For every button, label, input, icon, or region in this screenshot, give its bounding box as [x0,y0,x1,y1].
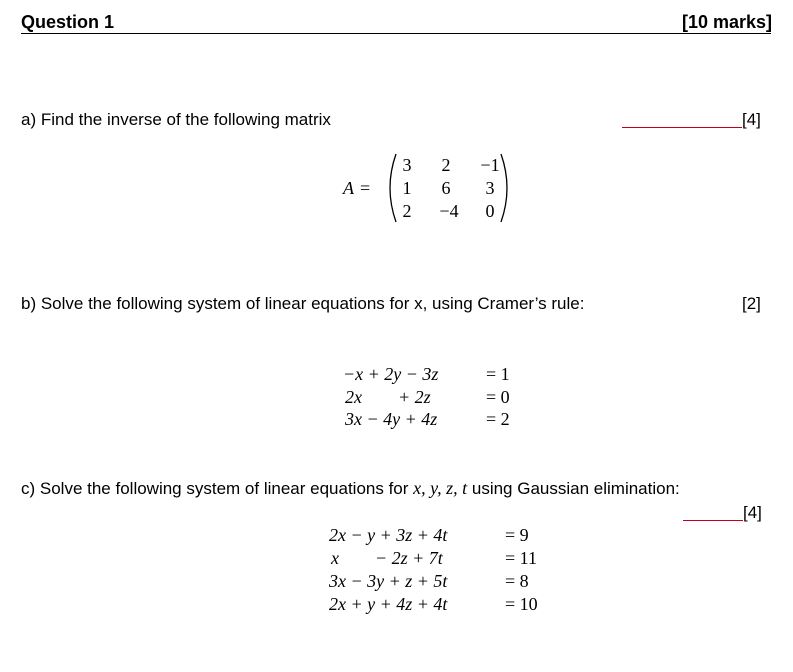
equation-rhs: = 10 [505,594,538,614]
matrix-cell: −1 [480,155,500,175]
part-b-prompt: b) Solve the following system of linear equations for x, using Cramer’s rule: [21,294,585,313]
equation-lhs: x − 2z + 7t [331,548,443,568]
part-c-answer-line [683,520,743,521]
equation-lhs: 2x − y + 3z + 4t [329,525,448,545]
matrix-cell: 1 [402,178,412,198]
question-title: Question 1 [21,12,115,32]
equation-rhs: = 8 [505,571,529,591]
equation-rhs: = 2 [486,409,510,429]
equation-lhs: 3x − 3y + z + 5t [329,571,448,591]
part-c-prompt [21,478,680,499]
matrix-cell: 0 [485,201,495,221]
matrix-cell: 3 [485,178,495,198]
part-a-marks: [4] [742,110,761,129]
matrix-label: A [343,178,354,198]
part-c-marks: [4] [743,503,762,522]
part-c-prompt-prefix: c) Solve the following system of linear equations for [21,479,414,498]
header-rule [21,33,771,34]
matrix-equals: = [360,178,371,198]
part-c-prompt-suffix: using Gaussian elimination: [467,479,680,498]
part-a-answer-line [622,127,742,128]
part-b-marks: [2] [742,294,761,313]
equation-lhs: 2x + y + 4z + 4t [329,594,448,614]
total-marks: [10 marks] [682,12,773,32]
equation-lhs: 2x + 2z [345,387,431,407]
equation-rhs: = 11 [505,548,537,568]
equation-lhs: 3x − 4y + 4z [345,409,438,429]
matrix-cell: 2 [441,155,451,175]
matrix-cell: 2 [402,201,412,221]
part-c-prompt-vars: x, y, z, t [413,478,468,498]
matrix-cell: 6 [441,178,451,198]
matrix-cell: 3 [402,155,412,175]
equation-lhs: −x + 2y − 3z [343,364,439,384]
equation-rhs: = 0 [486,387,510,407]
part-a-prompt: a) Find the inverse of the following matrix [21,110,331,129]
matrix-cell: −4 [439,201,459,221]
equation-rhs: = 1 [486,364,510,384]
equation-rhs: = 9 [505,525,529,545]
